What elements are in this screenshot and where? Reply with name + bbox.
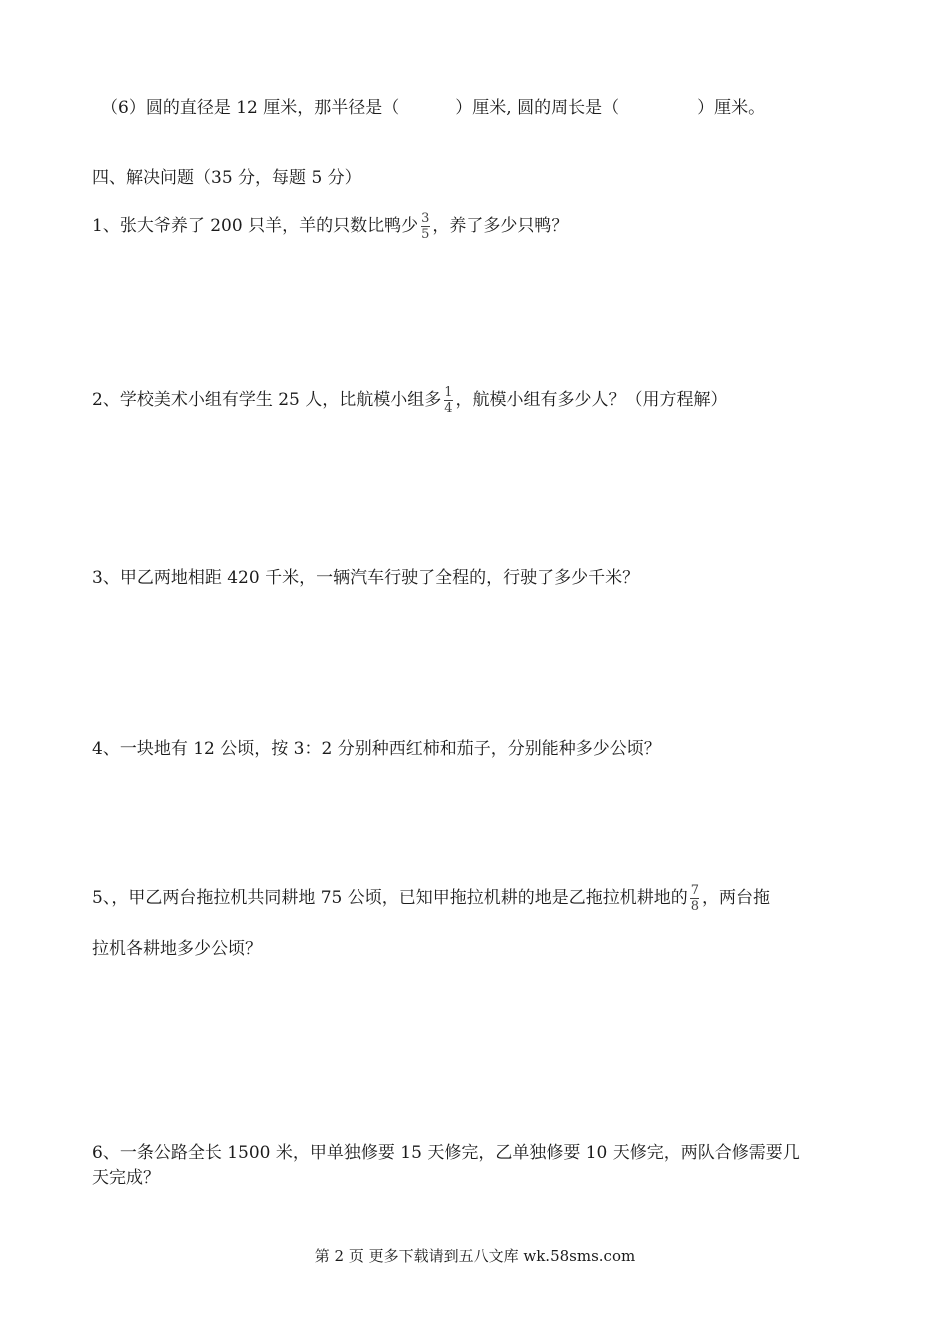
problem-5-continued: 拉机各耕地多少公顷？ [92, 939, 262, 959]
problem-2 [92, 385, 728, 416]
fraction-numerator: 1 [444, 385, 453, 400]
q6-text-c: ）厘米。 [697, 98, 766, 118]
question-3-6 [101, 96, 765, 120]
q6-text-b: ）厘米, 圆的周长是（ [455, 98, 620, 118]
page-footer: 第 2 页 更多下载请到五八文库 wk.58sms.com [314, 1247, 636, 1265]
fraction-numerator: 7 [690, 883, 700, 898]
problem-6-continued: 天完成？ [92, 1168, 160, 1188]
problem-1-text-a: 1、张大爷养了 200 只羊，羊的只数比鸭少 [92, 216, 419, 236]
q6-text-a: （6）圆的直径是 12 厘米，那半径是（ [101, 98, 400, 118]
fraction-denominator: 4 [444, 401, 453, 416]
fraction-denominator: 8 [690, 899, 700, 914]
fraction-7-8 [690, 883, 700, 914]
problem-3: 3、甲乙两地相距 420 千米，一辆汽车行驶了全程的，行驶了多少千米？ [92, 568, 640, 588]
problem-5-text-b: ，两台拖 [702, 888, 771, 908]
section-4-title: 四、解决问题（35 分，每题 5 分） [92, 168, 362, 188]
problem-6: 6、一条公路全长 1500 米，甲单独修要 15 天修完，乙单独修要 10 天修完，两队合修需要几 [92, 1143, 800, 1163]
fraction-numerator: 3 [421, 211, 430, 226]
problem-5-text-a: 5、，甲乙两台拖拉机共同耕地 75 公顷，已知甲拖拉机耕的地是乙拖拉机耕地的 [92, 888, 688, 908]
problem-2-text-b: ，航模小组有多少人？（用方程解） [455, 390, 728, 410]
problem-5 [92, 883, 770, 914]
problem-1-text-b: ，养了多少只鸭？ [432, 216, 569, 236]
fraction-1-4 [443, 385, 453, 416]
problem-4: 4、一块地有 12 公顷，按 3：2 分别种西红柿和茄子，分别能种多少公顷？ [92, 739, 661, 759]
problem-2-text-a: 2、学校美术小组有学生 25 人，比航模小组多 [92, 390, 442, 410]
problem-1 [92, 211, 568, 242]
fraction-denominator: 5 [421, 227, 430, 242]
fraction-3-5 [420, 211, 430, 242]
